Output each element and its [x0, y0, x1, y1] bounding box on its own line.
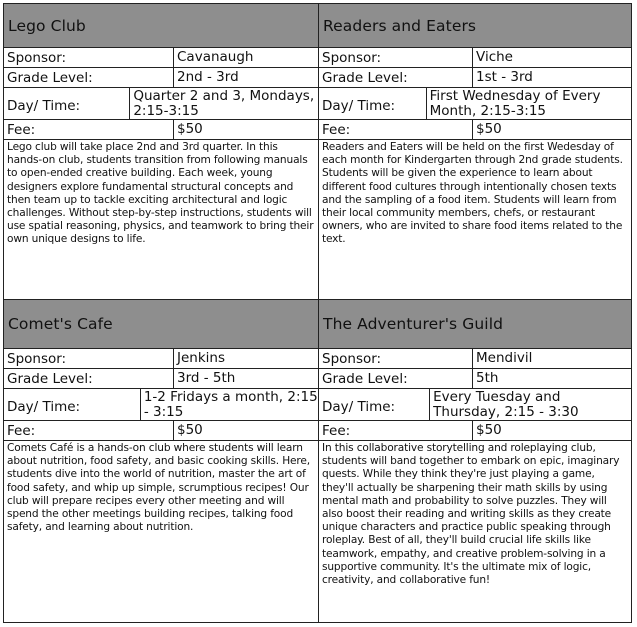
club-title: Readers and Eaters [319, 4, 631, 48]
grade-row [319, 68, 631, 88]
grade-value: 1st - 3rd [476, 69, 533, 85]
club-description: Readers and Eaters will be held on the first Wedesday of each month for Kindergarten through 2nd grade students. Students will be given the experience to learn about different food cultures through intentionally chosen texts and the sampling of a food item. Students will learn from their local community members, chefs, or restaurant owners, who are invited to share food items related to the text. [322, 141, 623, 246]
sponsor-label: Sponsor: [4, 349, 174, 368]
sponsor-value: Mendivil [476, 350, 533, 366]
time-value: Quarter 2 and 3, Mondays, 2:15-3:15 [133, 88, 315, 119]
sponsor-label: Sponsor: [4, 48, 174, 67]
grade-row [4, 369, 318, 389]
fee-value: $50 [476, 422, 502, 438]
club-description: In this collaborative storytelling and roleplaying club, students will band together to embark on epic, imaginary quests. While they think they're just playing a game, they'll actually be sharpening their math skills by using mental math and probability to solve puzzles. They will also boost their reading and writing skills as they create unique characters and practice public speaking through roleplay. Best of all, they'll build crucial life skills like teamwork, empathy, and creative problem-solving in a supportive community. It's the ultimate mix of logic, creativity, and collaborative fun! [322, 442, 620, 587]
fee-row [319, 120, 631, 140]
sponsor-label: Sponsor: [319, 349, 473, 368]
sponsor-row [4, 48, 318, 68]
grade-label: Grade Level: [4, 68, 174, 87]
fee-label: Fee: [319, 120, 473, 139]
club-card-comets-cafe [3, 299, 319, 623]
time-value: First Wednesday of Every Month, 2:15-3:15 [429, 88, 601, 119]
club-title: The Adventurer's Guild [319, 300, 631, 349]
time-label: Day/ Time: [319, 389, 430, 420]
club-card-adventurers-guild [318, 299, 632, 623]
time-row [319, 88, 631, 120]
fee-label: Fee: [4, 421, 174, 440]
sponsor-row [4, 349, 318, 369]
time-label: Day/ Time: [4, 389, 141, 420]
sponsor-row [319, 349, 631, 369]
grade-value: 2nd - 3rd [177, 69, 239, 85]
grade-label: Grade Level: [4, 369, 174, 388]
fee-row [319, 421, 631, 441]
club-card-readers-and-eaters [318, 3, 632, 300]
sponsor-value: Jenkins [177, 350, 226, 366]
fee-row [4, 120, 318, 140]
fee-value: $50 [177, 121, 203, 137]
club-description: Comets Café is a hands-on club where students will learn about nutrition, food safety, and basic cooking skills. Here, students dive into the world of nutrition, master the art of food safety, and whip up simple, scrumptious recipes! Our club will prepare recipes every other meeting and will spend the other meetings building recipes, talking food safety, and learning about nutrition. [7, 442, 310, 534]
sponsor-label: Sponsor: [319, 48, 473, 67]
grade-value: 3rd - 5th [177, 370, 236, 386]
grade-label: Grade Level: [319, 369, 473, 388]
club-title: Lego Club [4, 4, 318, 48]
grade-value: 5th [476, 370, 499, 386]
time-label: Day/ Time: [4, 88, 130, 119]
time-row [4, 88, 318, 120]
club-card-lego [3, 3, 319, 300]
time-row [319, 389, 631, 421]
sponsor-value: Cavanaugh [177, 49, 254, 65]
fee-label: Fee: [319, 421, 473, 440]
grade-label: Grade Level: [319, 68, 473, 87]
time-value: Every Tuesday and Thursday, 2:15 - 3:30 [433, 389, 579, 420]
sponsor-row [319, 48, 631, 68]
sponsor-value: Viche [476, 49, 513, 65]
fee-label: Fee: [4, 120, 174, 139]
fee-row [4, 421, 318, 441]
club-description: Lego club will take place 2nd and 3rd quarter. In this hands-on club, students transition from following manuals to open-ended creative building. Each week, young designers explore fundamental structural concepts and then team up to tackle exciting architectural and logic challenges. Without step-by-step instructions, students will use spatial reasoning, physics, and teamwork to bring their own unique designs to life. [7, 141, 314, 246]
club-title: Comet's Cafe [4, 300, 318, 349]
grade-row [319, 369, 631, 389]
time-label: Day/ Time: [319, 88, 427, 119]
fee-value: $50 [177, 422, 203, 438]
fee-value: $50 [476, 121, 502, 137]
time-row [4, 389, 318, 421]
time-value: 1-2 Fridays a month, 2:15 - 3:15 [143, 389, 318, 420]
grade-row [4, 68, 318, 88]
